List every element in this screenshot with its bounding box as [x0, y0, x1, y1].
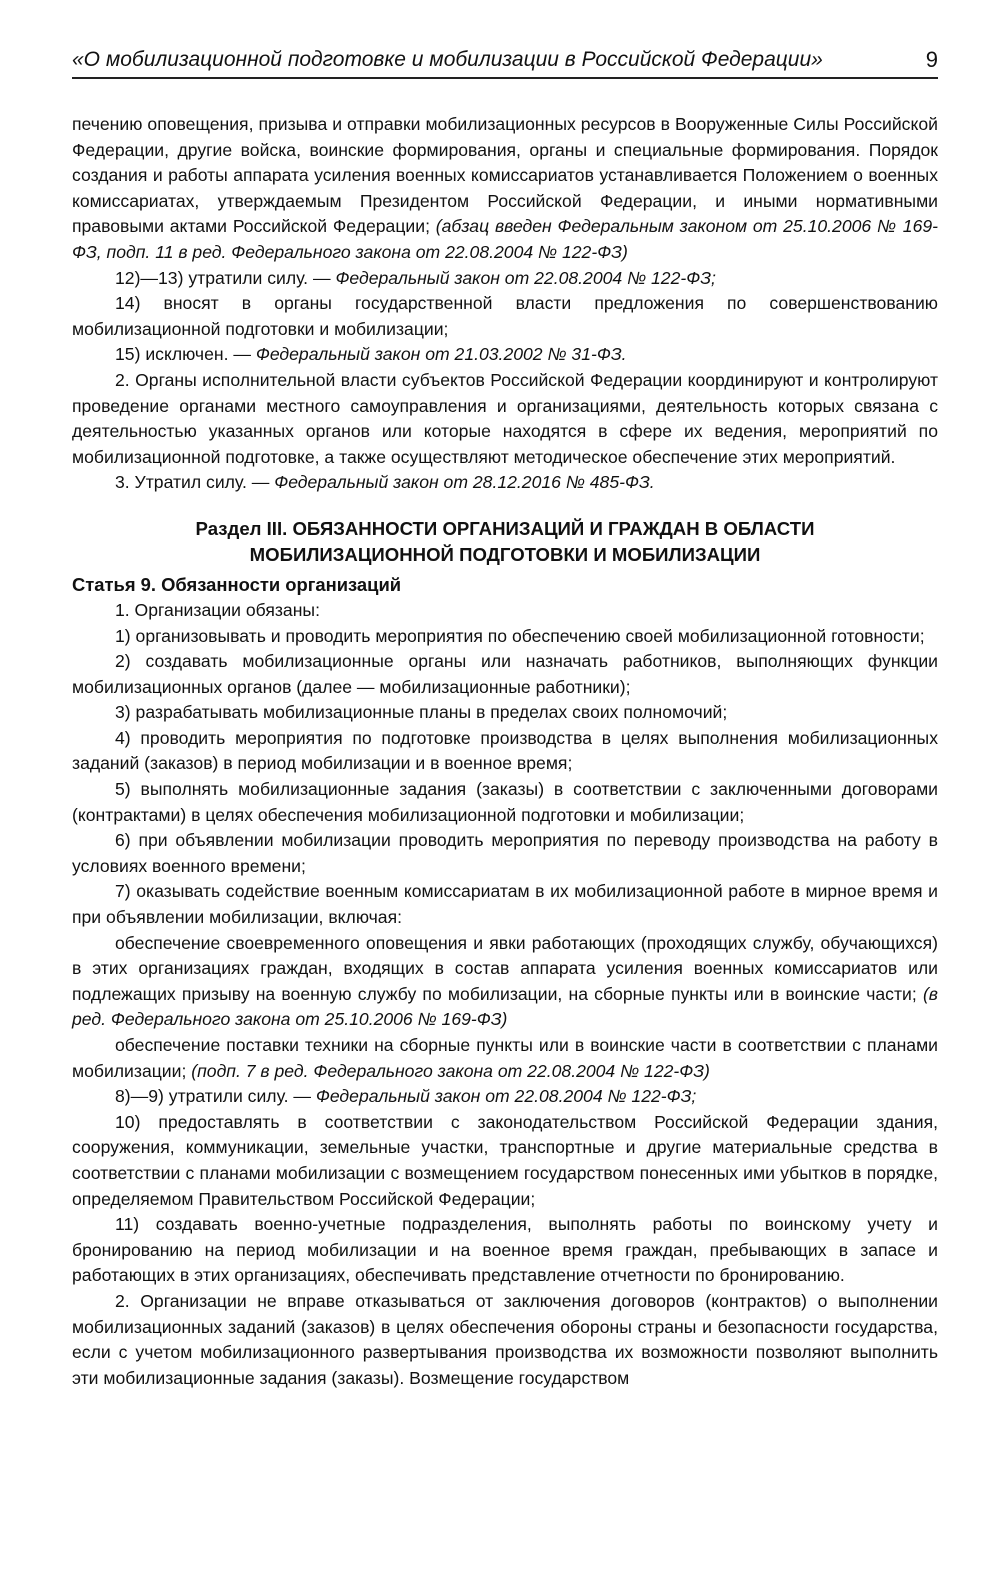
amendment-note: Федеральный закон от 22.08.2004 № 122-ФЗ;: [335, 267, 716, 288]
amendment-note: Федеральный закон от 28.12.2016 № 485-ФЗ.: [274, 472, 655, 493]
sub-item-6: 6) при объявлении мобилизации проводить мероприятия по переводу производства на работу в условиях военного времени;: [72, 830, 938, 876]
amendment-note: (абзац введен Федеральным законом от 25.10.2006 № 169-ФЗ, подп. 11 в ред. Федерального закона от 22.08.2004 № 122-ФЗ): [72, 216, 938, 262]
paragraph-2: 2. Органы исполнительной власти субъектов Российской Федерации координируют и контролируют проведение органами местного самоуправления и организациями, деятельность которых связана с деятельностью указанных органов или которые находятся в сфере их ведения, мероприятий по мобилизационной подготовке, а также осуществляют методическое обеспечение этих мероприятий.: [72, 369, 938, 467]
sub-item-10: 10) предоставлять в соответствии с законодательством Российской Федерации здания, сооружения, коммуникации, земельные участки, транспортные и другие материальные средства в соответствии с планами мобилизации с возмещением государством понесенных ими убытков в порядке, определяемом Правительством Российской Федерации;: [72, 1111, 938, 1209]
item-14: 14) вносят в органы государственной власти предложения по совершенствованию мобилизационной подготовки и мобилизации;: [72, 293, 938, 339]
paragraph-continuation: [72, 112, 938, 266]
sub-item-11: 11) создавать военно-учетные подразделения, выполнять работы по воинскому учету и бронированию на период мобилизации и на военное время граждан, пребывающих в запасе и работающих в этих организациях, обеспечивать представление отчетности по бронированию.: [72, 1214, 938, 1286]
item-12-13: [72, 266, 938, 292]
item-text: 12)—13) утратили силу. —: [115, 267, 336, 288]
article-item-1: 1. Организации обязаны:: [115, 599, 320, 620]
section-heading-line-2: МОБИЛИЗАЦИОННОЙ ПОДГОТОВКИ И МОБИЛИЗАЦИИ: [249, 543, 761, 565]
item-text: 15) исключен. —: [115, 344, 256, 365]
amendment-note: Федеральный закон от 21.03.2002 № 31-ФЗ.: [255, 344, 627, 365]
running-head: [72, 48, 938, 79]
paragraph-text: печению оповещения, призыва и отправки мобилизационных ресурсов в Вооруженные Силы Российской Федерации, другие войска, воинские формирования, органы и специальные формирования. Порядок создания и работы аппарата усиления военных комиссариатов устанавливается Положением о военных комиссариатах, утверждаемым Президентом Российской Федерации, и иными нормативными правовыми актами Российской Федерации;: [72, 114, 938, 237]
sub-item-8-9: [72, 1084, 938, 1110]
amendment-note: (в ред. Федерального закона от 25.10.2006 № 169-ФЗ): [72, 983, 938, 1030]
page-number: 9: [925, 47, 938, 72]
clause-text: обеспечение поставки техники на сборные пункты или в воинские части в соответствии с планами мобилизации;: [72, 1035, 938, 1081]
sub-item-5: 5) выполнять мобилизационные задания (заказы) в соответствии с заключенными договорами (контрактами) в целях обеспечения мобилизационной подготовки и мобилизации;: [72, 779, 938, 825]
clause-text: обеспечение своевременного оповещения и явки работающих (проходящих службу, обучающихся) в этих организациях граждан, входящих в состав аппарата усиления военных комиссариатов или подлежащих призыву на военную службу по мобилизации, на сборные пункты или в воинские части;: [72, 932, 938, 1004]
sub-item-3: 3) разрабатывать мобилизационные планы в пределах своих полномочий;: [115, 702, 728, 723]
amendment-note: Федеральный закон от 22.08.2004 № 122-ФЗ;: [315, 1086, 697, 1107]
section-heading-line-1: Раздел III. ОБЯЗАННОСТИ ОРГАНИЗАЦИЙ И ГРАЖДАН В ОБЛАСТИ: [195, 517, 815, 539]
sub-item-7-clause-b: [72, 1033, 938, 1084]
paragraph-3: [72, 470, 938, 496]
paragraph-text: 3. Утратил силу. —: [115, 472, 275, 493]
amendment-note: (подп. 7 в ред. Федерального закона от 22.08.2004 № 122-ФЗ): [191, 1060, 710, 1081]
article-item-2: 2. Организации не вправе отказываться от заключения договоров (контрактов) о выполнении мобилизационных заданий (заказов) в целях обеспечения обороны страны и безопасности государства, если с учетом мобилизационного развертывания производства их возможности позволяют выполнить эти мобилизационные задания (заказы). Возмещение государством: [72, 1290, 938, 1388]
item-15: [72, 342, 938, 368]
sub-item-4: 4) проводить мероприятия по подготовке производства в целях выполнения мобилизационных заданий (заказов) в период мобилизации и в военное время;: [72, 727, 938, 774]
sub-item-7: 7) оказывать содействие военным комиссариатам в их мобилизационной работе в мирное время и при объявлении мобилизации, включая:: [72, 881, 938, 928]
section-heading: [72, 516, 938, 568]
sub-item-7-clause-a: [72, 931, 938, 1033]
item-text: 8)—9) утратили силу. —: [115, 1086, 316, 1107]
article-heading: Статья 9. Обязанности организаций: [72, 573, 402, 595]
sub-item-2: 2) создавать мобилизационные органы или назначать работников, выполняющих функции мобилизационных органов (далее — мобилизационные работники);: [72, 651, 938, 697]
sub-item-1: 1) организовывать и проводить мероприятия по обеспечению своей мобилизационной готовности;: [115, 625, 925, 646]
page-body: [72, 112, 938, 1391]
running-head-title: «О мобилизационной подготовке и мобилизации в Российской Федерации»: [72, 48, 823, 71]
